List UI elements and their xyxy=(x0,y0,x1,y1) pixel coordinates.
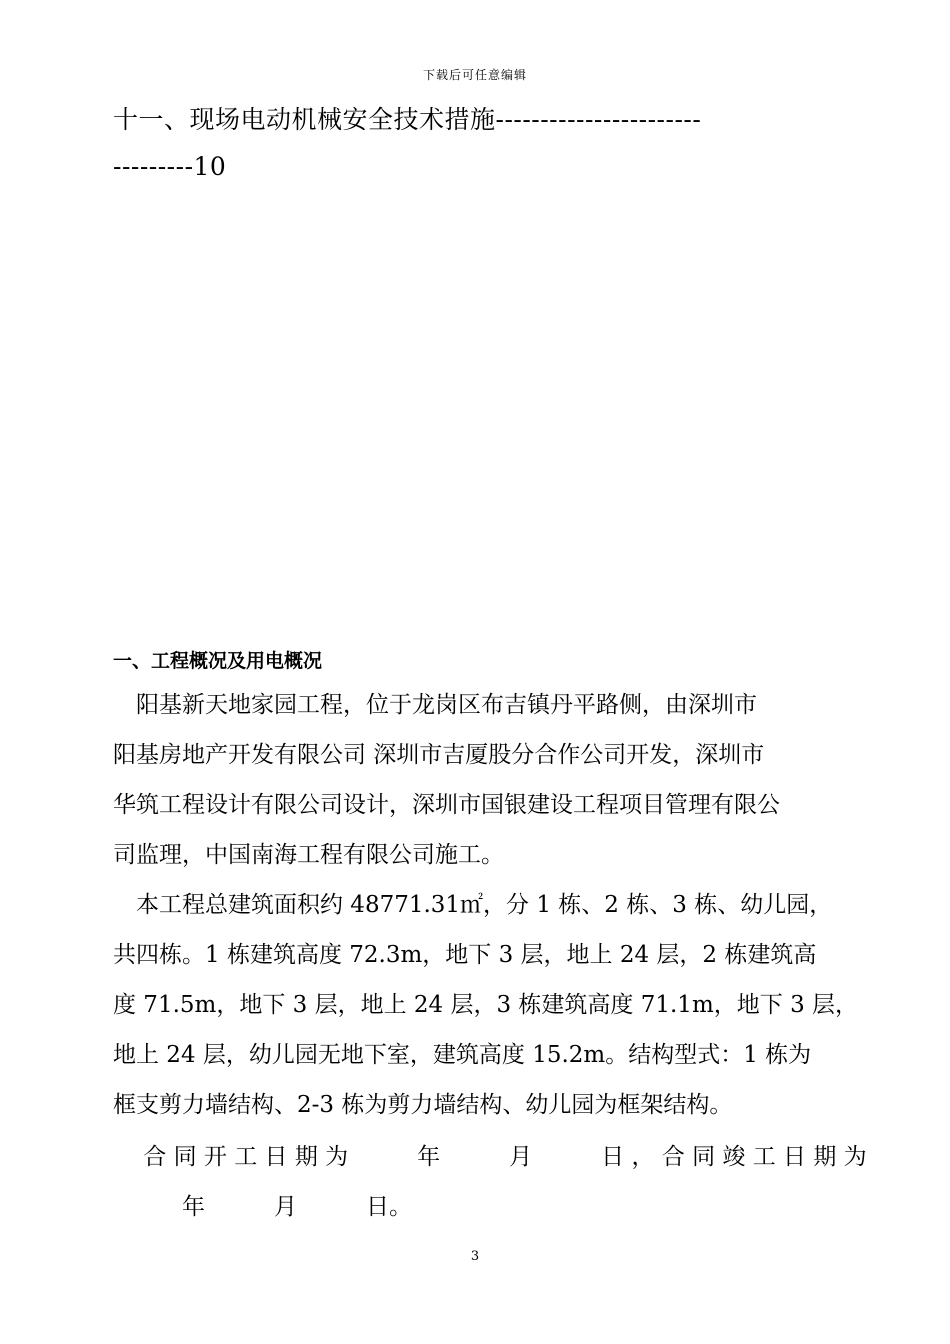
contract-dates-line: 合 同 开 工 日 期 为 年 月 日 ， 合 同 竣 工 日 期 为 xyxy=(113,1144,867,1170)
page-number: 3 xyxy=(470,1249,480,1264)
body-line: 阳基新天地家园工程，位于龙岗区布吉镇丹平路侧，由深圳市 xyxy=(113,692,757,718)
contract-dates-line-2: 年 月 日。 xyxy=(113,1194,412,1220)
body-line: 司监理，中国南海工程有限公司施工。 xyxy=(113,842,504,868)
toc-entry-11: 十一、现场电动机械安全技术措施----------------------- xyxy=(113,105,702,134)
toc-entry-11-continuation: ---------10 xyxy=(113,152,227,181)
body-line: 地上 24 层，幼儿园无地下室，建筑高度 15.2m。结构型式：1 栋为 xyxy=(113,1042,812,1068)
body-line: 度 71.5m，地下 3 层，地上 24 层，3 栋建筑高度 71.1m，地下 3 层， xyxy=(113,992,859,1018)
body-line: 框支剪力墙结构、2-3 栋为剪力墙结构、幼儿园为框架结构。 xyxy=(113,1092,733,1118)
body-line: 本工程总建筑面积约 48771.31㎡，分 1 栋、2 栋、3 栋、幼儿园， xyxy=(113,892,833,918)
body-line: 华筑工程设计有限公司设计，深圳市国银建设工程项目管理有限公 xyxy=(113,792,780,818)
page-header: 下载后可任意编辑 xyxy=(422,68,527,82)
body-line: 阳基房地产开发有限公司 深圳市吉厦股分合作公司开发，深圳市 xyxy=(113,742,765,768)
section-heading: 一、工程概况及用电概况 xyxy=(113,650,323,672)
body-line: 共四栋。1 栋建筑高度 72.3m，地下 3 层，地上 24 层，2 栋建筑高 xyxy=(113,942,817,968)
